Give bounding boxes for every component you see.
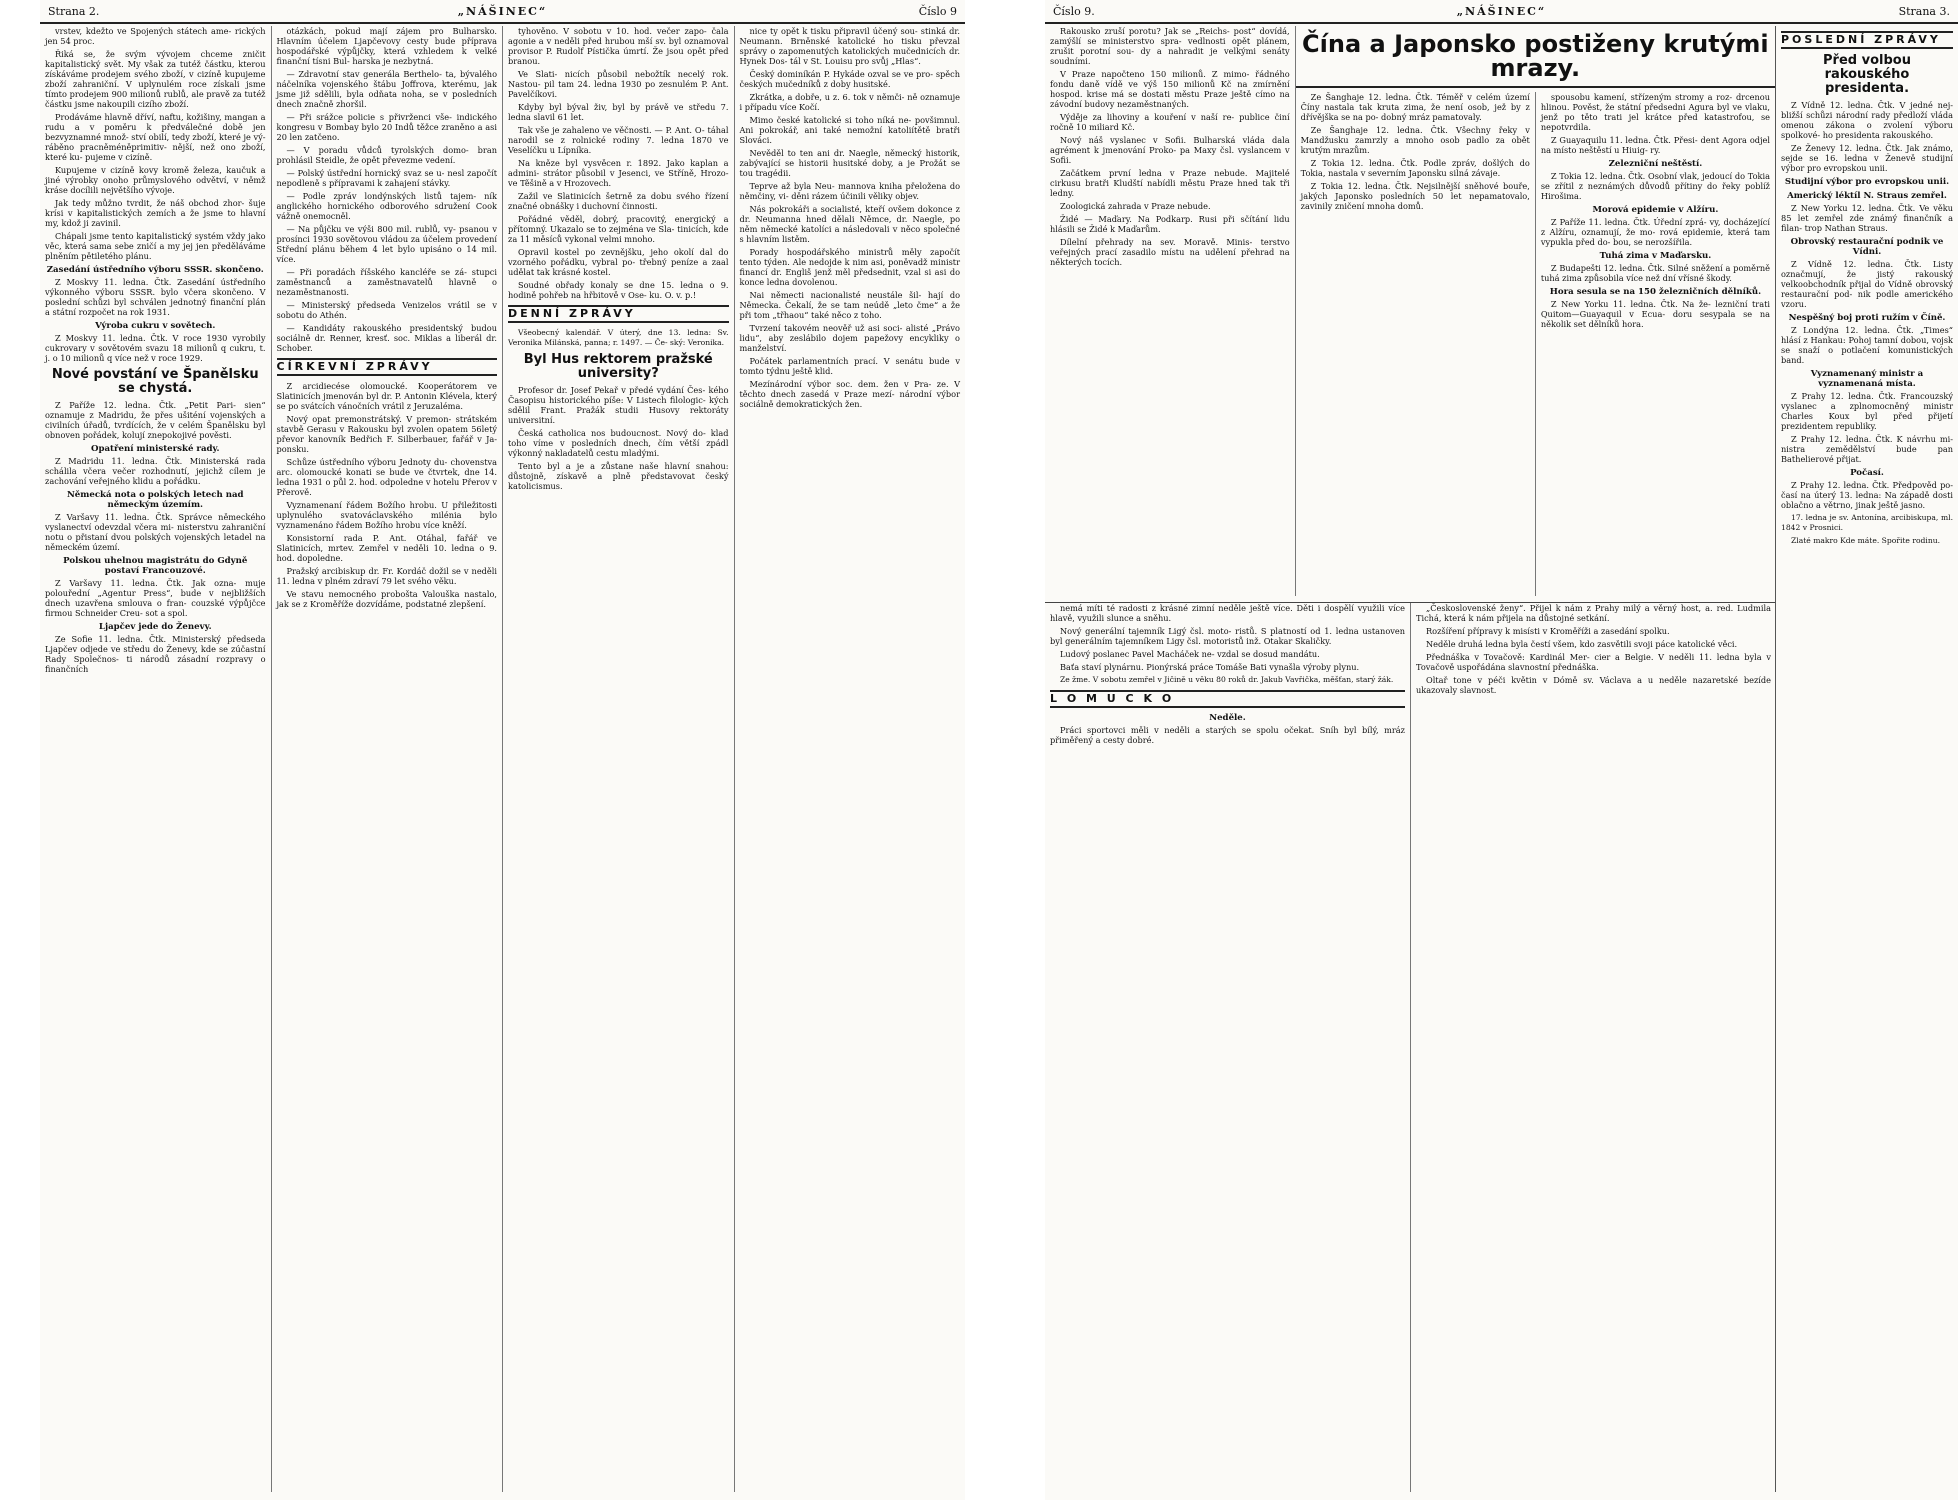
- article-subheading: Opatření ministerské rady.: [90, 444, 220, 454]
- paragraph: Nai němecti nacionalisté neustále šil- hají do Německa. Čekalí, že se tam neúdě „leto čme“ a že při tom „třhaou“ také něco z toho.: [739, 290, 960, 320]
- issue-number: Číslo 9.: [1053, 5, 1095, 18]
- lower-column-1: [1045, 603, 1411, 1492]
- paragraph: Neděle druhá ledna byla čestí všem, kdo zasvětili svoji páce katolické věci.: [1426, 639, 1738, 649]
- paragraph: Kdyby byl býval živ, byl by právě ve středu 7. ledna slavil 61 let.: [508, 102, 729, 122]
- paragraph: Pořádné věděl, dobrý, pracovitý, energický a přítomný. Ukazalo se to zejména ve Sla- tinicích, kde za 11 měsíců vykonal velmi mnoho.: [508, 214, 729, 244]
- paragraph: Ze Sofie 11. ledna. Čtk. Ministerský předseda Ljapčev odjede ve středu do Ženevy, kde se zúčastní Rady Společnos- ti národů zásadní rozpravy o finančních: [45, 634, 266, 674]
- page-label: Strana 3.: [1898, 5, 1950, 18]
- paragraph: Z Londýna 12. ledna. Čtk. „Times“ hlásí z Hankau: Pohoj tamní dobou, vojsk se snaží o potlačení komunistických band.: [1781, 325, 1953, 365]
- china-article: [1296, 26, 1776, 596]
- paragraph: Židé — Maďary. Na Podkarp. Rusi při sčítání lidu hlásili se Židé k Maďarům.: [1050, 214, 1290, 234]
- article-subheading: Morová epidemie v Alžíru.: [1592, 205, 1719, 215]
- column-2: [272, 26, 504, 1492]
- article-subheading: Vyznamenaný ministr a vyznamenaná místa.: [1810, 369, 1924, 389]
- paragraph: vrstev, kdežto ve Spojených státech ame- rických jen 54 proc.: [45, 26, 266, 46]
- paragraph: — Kandidáty rakouského presidentský budou sociálně dr. Renner, kresť. soc. Miklas a liberál dr. Schober.: [276, 323, 497, 353]
- paragraph: — V poradu vůdců tyrolských domo- bran prohlásil Steidle, že opět převezme vedení.: [276, 145, 497, 165]
- page-label: Strana 2.: [48, 5, 100, 18]
- headline-austria-president: Před volbou rakouského presidenta.: [1823, 53, 1911, 96]
- paragraph: Z Prahy 12. ledna. Čtk. Francouzský vyslanec a zplnomocněný ministr Charles Koux byl před přijetí prezidentem republiky.: [1781, 391, 1953, 431]
- paragraph: Dílelní přehrady na sev. Moravě. Minis- terstvo veřejných prací zasadilo místu na udělení přehrad na některých tocích.: [1050, 237, 1290, 267]
- article-subheading: Tuhá zima v Maďarsku.: [1599, 251, 1712, 261]
- right-upper-columns: [1045, 26, 1776, 596]
- paragraph: Z Paříže 11. ledna. Čtk. Úřední zprá- vy, docházející z Alžíru, oznamují, že mo- rová epidemie, která tam vypukla před do- bou, se nerozšířila.: [1540, 217, 1771, 247]
- paragraph: Oltař tone v péči květin v Dómě sv. Václava a u neděle nazaretské bezíde ukazovaly slavnost.: [1416, 675, 1771, 695]
- paragraph: „Československé ženy“. Přijel k nám z Prahy milý a věrný host, a. red. Ludmila Tichá, která k nám přijela na důstojné setkání.: [1416, 603, 1771, 623]
- paragraph: Z Vídně 12. ledna. Čtk. Listy označmují, že jistý rakouský velkoobchodník přijal do Vídně obrovský restaurační pod- nik podle amerického vzoru.: [1781, 259, 1953, 309]
- paragraph: Z Paříže 12. ledna. Čtk. „Petit Pari- sien“ oznamuje z Madridu, že přes ušiténí vojenských a civilních úřadů, tvrdících, že v celém Španělsku byl obnoven pořádek, kolují znepokojivé pověsti.: [45, 400, 266, 440]
- section-daily-news: DENNÍ ZPRÁVY: [508, 305, 729, 323]
- paragraph: tyhověno. V sobotu v 10. hod. večer zapo- čala agonie a v neděli před hrubou mší sv. byl oznamoval provisor P. Rudolf Pístička úmrtí. Že jsou opět před branou.: [508, 26, 729, 66]
- column-1: [40, 26, 272, 1492]
- article-subheading: Americký léktíl N. Straus zemřel.: [1787, 191, 1947, 201]
- paragraph: Z New Yorku 12. ledna. Čtk. Ve věku 85 let zemřel zde známý finančník a filan- trop Nathan Straus.: [1781, 203, 1953, 233]
- china-column-1: [1296, 92, 1536, 596]
- paragraph: Tvrzení takovém neověř už asi soci- alisté „Právo lidu“, aby zeslábilo dojem papežovy encykliky o manželství.: [739, 323, 960, 353]
- paragraph: Z Varšavy 11. ledna. Čtk. Jak ozna- muje polouřední „Agentur Press“, bude v nejbližších dnech uzavřena smlouva o fran- couzské výpůjčce firmou Schneider Creu- sot a spol.: [45, 578, 266, 618]
- paragraph: Zlaté makro Kde máte. Spořite rodinu.: [1791, 536, 1941, 545]
- paragraph: Ve Slati- nicích působil nebožtík necelý rok. Nastou- pil tam 24. ledna 1930 po zesnulém P. Ant. Pavelčíkovi.: [508, 69, 729, 99]
- page-header: [1045, 0, 1958, 24]
- paragraph: Chápali jsme tento kapitalistický systém vždy jako věc, která sama sebe zničí a my jej jen předěláváme plněním pětiletého plánu.: [45, 231, 266, 261]
- right-lower-columns: [1045, 602, 1776, 1492]
- paragraph: Mezínárodní výbor soc. dem. žen v Pra- ze. V těchto dnech zasedá v Praze mezí- národní výbor sociálně demokratických žen.: [739, 379, 960, 409]
- paragraph: Tento byl a je a zůstane naše hlavní snahou: důstojně, získavě a plně představovat český katolicismus.: [508, 461, 729, 491]
- page-gutter: [965, 0, 1045, 1500]
- paper-name: „NÁŠINEC“: [457, 5, 548, 18]
- article-subheading: Německá nota o polských letech nad německým územím.: [66, 490, 244, 510]
- headline-china-japan: Čína a Japonsko postiženy krutými mrazy.: [1296, 26, 1775, 88]
- latest-news-content: [1776, 26, 1958, 1492]
- paragraph: — Při srážce policie s přivrženci vše- indického kongresu v Bombay bylo 20 Indů těžce zraněno a asi 20 len zatčeno.: [276, 112, 497, 142]
- paragraph: Ze žme. V sobotu zemřel v Jičině u věku 80 roků dr. Jakub Vavřička, měšťan, starý žák.: [1060, 675, 1394, 684]
- paragraph: spousobu kamení, střízeným stromy a roz- drcenou hlinou. Pověst, že státní předsedni Agura byl ve vlaku, jenž po těto trati jel krátce před katastrofou, se nepotvrdila.: [1540, 92, 1771, 132]
- paragraph: Z Prahy 12. ledna. Čtk. K návrhu mi- nistra zemědělství bude pan Bathelierové přijat.: [1781, 434, 1953, 464]
- left-page-columns: [40, 26, 965, 1492]
- paragraph: Zažil ve Slatinicích šetrně za dobu svého řízení značné obnášky i duchovní činnosti.: [508, 191, 729, 211]
- paragraph: Z arcidiecése olomoucké. Kooperátorem ve Slatinicích jmenován byl dr. P. Antonin Klévela, který se po svátcích vánočních vrátil z Jeruzaléma.: [276, 381, 497, 411]
- paragraph: Z Vídně 12. ledna. Čtk. V jedné nej- bližší schůzi národní rady předloží vláda omenou zákona o zvolení výboru spolkové- ho presidenta rakouského.: [1781, 100, 1953, 140]
- paragraph: Ludový poslanec Pavel Macháček ne- vzdal se dosud mandátu.: [1060, 649, 1320, 659]
- paragraph: — Ministerský předseda Venizelos vrátil se v sobotu do Athén.: [276, 300, 497, 320]
- paragraph: — Polský ústřední hornický svaz se u- nesl započít nepodleně s přípravami k zahajení stávky.: [276, 168, 497, 188]
- paragraph: Z Tokia 12. ledna. Čtk. Nejsilnější sněhové bouře, jakých Japonsko posledních 50 let nepamatovalo, zavinily zničení mnoha domů.: [1300, 181, 1530, 211]
- latest-news-column: [1775, 26, 1958, 1492]
- paragraph: — Při poradách říšského kancléře se zá- stupci zaměstnanců a zaměstnavatelů hlavně o nezaměstnanosti.: [276, 267, 497, 297]
- paragraph: — Na půjčku ve výši 800 mil. rublů, vy- psanou v prosínci 1930 sovětovou vládou za účelem provedení Střední plánu během 4 let bylo upisáno o 14 mil. více.: [276, 224, 497, 264]
- paragraph: Vyznamenaní řádem Božího hrobu. U přiležitosti uplynulého svatováclavského milénia bylo vyznamenáno řádem Božího hrobu více kněží.: [276, 500, 497, 530]
- headline-spain: Nové povstání ve Španělsku se chystá.: [51, 367, 259, 396]
- paragraph: otázkách, pokud mají zájem pro Bulharsko. Hlavním účelem Ljapčevovy cesty bude příprava hospodářské výpůjčky, která vzhledem k velké finanční tísni Bul- harska je nezbytná.: [276, 26, 497, 66]
- paragraph: Nevěděl to ten ani dr. Naegle, německý historik, zabývající se historii husitské doby, a je Prožát se tou tragédii.: [739, 148, 960, 178]
- paragraph: Z Moskvy 11. ledna. Čtk. Zasedání ústředního výkonného výboru SSSR. bylo včera skončeno. V poslední schůzi byl schválen jednotný finanční plán a státní rozpočet na rok 1931.: [45, 277, 266, 317]
- page-header: [40, 0, 965, 24]
- paragraph: Z Guayaquilu 11. ledna. Čtk. Přesi- dent Agora odjel na místo neštěstí u Hiuig- ry.: [1540, 135, 1771, 155]
- paragraph: Z Moskvy 11. ledna. Čtk. V roce 1930 vyrobily cukrovary v sovětovém svazu 18 milionů q cukru, t. j. o 10 milionů q více než v roce 1929.: [45, 333, 266, 363]
- paragraph: Česká catholica nos budoucnost. Nový do- klad toho víme v posledních dnech, čím větší zpádl výkonný nakladatelů cestu mladými.: [508, 428, 729, 458]
- paragraph: Kupujeme v cizíně kovy kromě železa, kaučuk a jiné výrobky onoho průmyslového odvětví, v němž kráse docílili největšího vývoje.: [45, 165, 266, 195]
- article-subheading: Hora sesula se na 150 železničních dělníků.: [1549, 287, 1762, 297]
- paragraph: Na kněze byl vysvěcen r. 1892. Jako kaplan a admini- strátor působil v Jesenci, ve Stříně, Hrozo- ve Těšině a v Hrozovech.: [508, 158, 729, 188]
- paragraph: Ve stavu nemocného probošta Valouška nastalo, jak se z Kroměříže dozvídáme, podstatné zlepšení.: [276, 589, 497, 609]
- paragraph: 17. ledna je sv. Antonína, arcibiskupa, ml. 1842 v Prosnici.: [1781, 513, 1953, 532]
- paragraph: Zkrátka, a dobře, u z. 6. tok v němči- ně oznamuje i případu více Kočí.: [739, 92, 960, 112]
- article-subheading: Obrovský restaurační podnik ve Vídni.: [1790, 237, 1944, 257]
- paragraph: Soudné obřady konaly se dne 15. ledna o 9. hodině pohřeb na hřbitově v Ose- ku. O. v. p.!: [508, 280, 729, 300]
- paragraph: Ze Ženevy 12. ledna. Čtk. Jak známo, sejde se 16. ledna v Ženevě studijní výbor pro evropskou unii.: [1781, 143, 1953, 173]
- paragraph: Rakousko zruší porotu? Jak se „Reichs- post“ dovídá, zamýšlí se ministerstvo spra- vedlnosti opět plánem, zrušit porotní sou- dy a nahradit je velkými senáty soudními.: [1050, 26, 1290, 66]
- paragraph: nemá míti té radosti z krásné zimní neděle ještě více. Děti i dospělí využili více hlavě, využili slunce a sněhu.: [1050, 603, 1405, 623]
- calendar-note: Všeobecný kalendář. V úterý, dne 13. ledna: Sv. Veronika Milánská, panna; r. 1497. — Če- ský: Veronika.: [508, 328, 729, 347]
- left-page: [40, 0, 965, 1500]
- paragraph: Mimo české katolické si toho níká ne- povšimnul. Ani pokrokář, ani také nemožní katoliítětě bratři Slováci.: [739, 115, 960, 145]
- article-subheading: Počasí.: [1850, 468, 1884, 478]
- paragraph: Český dominíkán P. Hykáde ozval se ve pro- spěch českých mučedníků z doby husitské.: [739, 69, 960, 89]
- article-subheading: Zasedání ústředního výboru SSSR. skončeno.: [46, 265, 264, 275]
- article-subheading: Výroba cukru v sovětech.: [95, 321, 216, 331]
- paragraph: Pražský arcibiskup dr. Fr. Kordáč dožil se v neděli 11. ledna v plném zdraví 79 let svého věku.: [276, 566, 497, 586]
- paragraph: Prodáváme hlavně dříví, naftu, kožišiny, mangan a rudu a v poměru k předválečné době jen bezvyznamné množ- ství obilí, tedy zboží, které je vý- ráběno pracněméněprimitiv- nější, než ono zboží, které ku- pujeme v cizíně.: [45, 112, 266, 162]
- paragraph: nice ty opět k tisku připravil účený sou- stinká dr. Neumann. Brněnské katolické ho tisku převzal správy o zapomenutých katolických mučednicích dr. Hynek Dos- tál v St. Louisu pro svůj „Hlas“.: [739, 26, 960, 66]
- paragraph: Z Tokia 12. ledna. Čtk. Podle zpráv, došlých do Tokia, nastala v severním Japonsku silná závaje.: [1300, 158, 1530, 178]
- paragraph: Tak vše je zahaleno ve věčnosti. — P. Ant. O- táhal narodil se z rolnické rodiny 7. ledna 1870 ve Veselíčku u Lípníka.: [508, 125, 729, 155]
- paragraph: Zoologická zahrada v Praze nebude.: [1060, 201, 1211, 211]
- headline-hus: Byl Hus rektorem pražské university?: [523, 352, 713, 381]
- paragraph: V Praze napočteno 150 milionů. Z mimo- řádného fondu daně vídě ve výš 150 milionů Kč na zmírnění hospod. krise má se dostati městu Praze ještě címo na závodní budovy nezaměstnaných.: [1050, 69, 1290, 109]
- article-subheading: Polskou uhelnou magistrátu do Gdyně postaví Francouzové.: [63, 556, 248, 576]
- paragraph: Výděje za lihoviny a kouření v naší re- publice činí ročně 10 miliard Kč.: [1050, 112, 1290, 132]
- section-latest-news: POSLEDNÍ ZPRÁVY: [1781, 31, 1953, 49]
- paragraph: Řiká se, že svým vývojem chceme zničit kapitalistický svět. My však za tutéž částku, kterou získáváme prodejem svého zboží, v cizíně kupujeme zboží zahraniční. V uplynulém roce získali jsme tímto prodejem 900 milionů rublů, ale pravě za tutéž částku jsme nakoupili cizího zboží.: [45, 49, 266, 109]
- paragraph: Schůze ústředního výboru Jednoty du- chovenstva arc. olomoucké konati se bude ve čtvrtek, dne 14. ledna 1931 o půl 2. hod. odpoledne v hotelu Přerov v Přerově.: [276, 457, 497, 497]
- paragraph: — Podle zpráv londýnských listů tajem- ník anglického hornického odborového sdružení Cook vážně onemocněl.: [276, 191, 497, 221]
- section-olomoucko: L O M U C K O: [1050, 690, 1405, 708]
- lower-column-2: [1411, 603, 1776, 1492]
- paragraph: Ze Šanghaje 12. ledna. Čtk. Všechny řeky v Mandžusku zamrzly a mnoho osob padlo za obět krutým mrazům.: [1300, 125, 1530, 155]
- china-article-columns: [1296, 92, 1775, 596]
- section-church-news: CÍRKEVNÍ ZPRÁVY: [277, 358, 498, 376]
- paragraph: Z Madridu 11. ledna. Čtk. Ministerská rada schálila včera večer rozhodnutí, jejichž cílem je zachování veřejného klidu a pořádku.: [45, 456, 266, 486]
- issue-number: Číslo 9: [918, 5, 957, 18]
- china-column-2: [1536, 92, 1775, 596]
- paragraph: Z Prahy 12. ledna. Čtk. Předpověd po- časí na úterý 13. ledna: Na západě dosti oblačno a větrno, jinak ještě jasno.: [1781, 480, 1953, 510]
- paragraph: Konsistorní rada P. Ant. Otáhal, fařář ve Slatinicích, mrtev. Zemřel v neděli 10. ledna o 9. hod. dopoledne.: [276, 533, 497, 563]
- paragraph: Přednáška v Tovačově: Kardinál Mer- cier a Belgie. V neděli 11. ledna byla v Tovačově uspořádána slavnostní přednáška.: [1416, 652, 1771, 672]
- article-subheading: Nespěšný boj proti ružím v Číně.: [1788, 313, 1946, 323]
- paragraph: Profesor dr. Josef Pekař v předé vydání Čes- kého Časopisu historického píše: V Listech filologic- kých sdělil Frant. Pražák studii Husovy rektoráty universitní.: [508, 385, 729, 425]
- paragraph: Z Tokia 12. ledna. Čtk. Osobní vlak, jedoucí do Tokia se zřítil z neznámých důvodů přítiny do řeky poblíž Hirošima.: [1540, 171, 1771, 201]
- paragraph: Z Budapešti 12. ledna. Čtk. Silné sněžení a poměrně tuhá zima způsobila více než dní vřísné škody.: [1540, 263, 1771, 283]
- paragraph: Nový opat premonstrátský. V premon- strátském stavbě Gerasu v Rakousku byl zvolen opatem 56letý převor kanovník Bedřich F. Silberbauer, fařář v Ja- ponsku.: [276, 414, 497, 454]
- column-3: [503, 26, 735, 1492]
- right-main-area: [1045, 26, 1776, 1492]
- paragraph: Opravil kostel po zevnějšku, jeho okolí dal do vzorného pořádku, vybral po- třebný peníze a zaal udělat tak krásné kostel.: [508, 247, 729, 277]
- paragraph: Ze Šanghaje 12. ledna. Čtk. Téměř v celém území Číny nastala tak kruta zima, že není osob, jež by z dřívějška se na po- dobný mráz pamatovaly.: [1300, 92, 1530, 122]
- paragraph: — Zdravotní stav generála Berthelo- ta, bývalého náčelníka vojenského štábu Joffrova, kterému, jak jsme již sdělili, byla odňata noha, se v posledních dnech značně zhoršil.: [276, 69, 497, 109]
- paragraph: Baťa staví plynárnu. Pionýrská práce Tomáše Bati vynašla výroby plynu.: [1060, 662, 1360, 672]
- paragraph: Počátek parlamentních prací. V senátu bude v tomto týdnu ještě klid.: [739, 356, 960, 376]
- column-4: [735, 26, 966, 1492]
- right-page: [1045, 0, 1958, 1500]
- article-subheading: Neděle.: [1209, 713, 1246, 723]
- paragraph: Z Varšavy 11. ledna. Čtk. Správce německého vyslanectví odevzdal včera mi- nisterstvu zahraniční notu o přistaní dvou polských vojenských letadel na německém území.: [45, 512, 266, 552]
- article-subheading: Zelezniční neštěstí.: [1608, 159, 1703, 169]
- paragraph: Začátkem první ledna v Praze nebude. Majitelé cirkusu bratři Kludští nabídli městu Praze hned tak tři ledny.: [1050, 168, 1290, 198]
- paragraph: Porady hospodářského ministrů měly započít tento týden. Ale nedojde k nim asi, poněvadž ministr financí dr. Engliš jenž měl předsednit, vzal si asi do konce ledna dovolenou.: [739, 247, 960, 287]
- paper-name: „NÁŠINEC“: [1456, 5, 1547, 18]
- paragraph: Z New Yorku 11. ledna. Čtk. Na že- lezniční trati Quitom—Guayaquil v Ecua- doru sesypala se na několik set dělníků hora.: [1540, 299, 1771, 329]
- column-left-news: [1045, 26, 1296, 596]
- paragraph: Teprve až byla Neu- mannova kniha přeložena do němčiny, vi- děni rázem účinili věliky objev.: [739, 181, 960, 201]
- paragraph: Nový náš vyslanec v Sofii. Bulharská vláda dala agrément k jmenování Proko- pa Maxy čsl. vyslancem v Sofii.: [1050, 135, 1290, 165]
- article-subheading: Ljapčev jede do Ženevy.: [98, 622, 212, 632]
- paragraph: Rozšíření přípravy k misísti v Kroměříži a zasedání spolku.: [1426, 626, 1670, 636]
- paragraph: Práci sportovci měli v neděli a starých se spolu očekat. Sníh byl bílý, mráz přiměřený a cesty dobré.: [1050, 725, 1405, 745]
- paragraph: Nový generální tajemník Ligý čsl. moto- ristů. S platností od 1. ledna ustanoven byl generálním tajemníkem Ligy čsl. motoristů inž. Otakar Skaličky.: [1050, 626, 1405, 646]
- article-subheading: Studijní výbor pro evropskou unii.: [1784, 177, 1950, 187]
- paragraph: Nás pokrokáři a socialisté, kteří ovšem dokonce z dr. Neumanna hned dělali Němce, dr. Naegle, po něm německé katolíci a následovali v něco společné s hlavním listěm.: [739, 204, 960, 244]
- paragraph: Jak tedy můžno tvrdit, že náš obchod zhor- šuje krísi v kapitalistických zemích a že jsme to hlavní my, kdož ji zavinil.: [45, 198, 266, 228]
